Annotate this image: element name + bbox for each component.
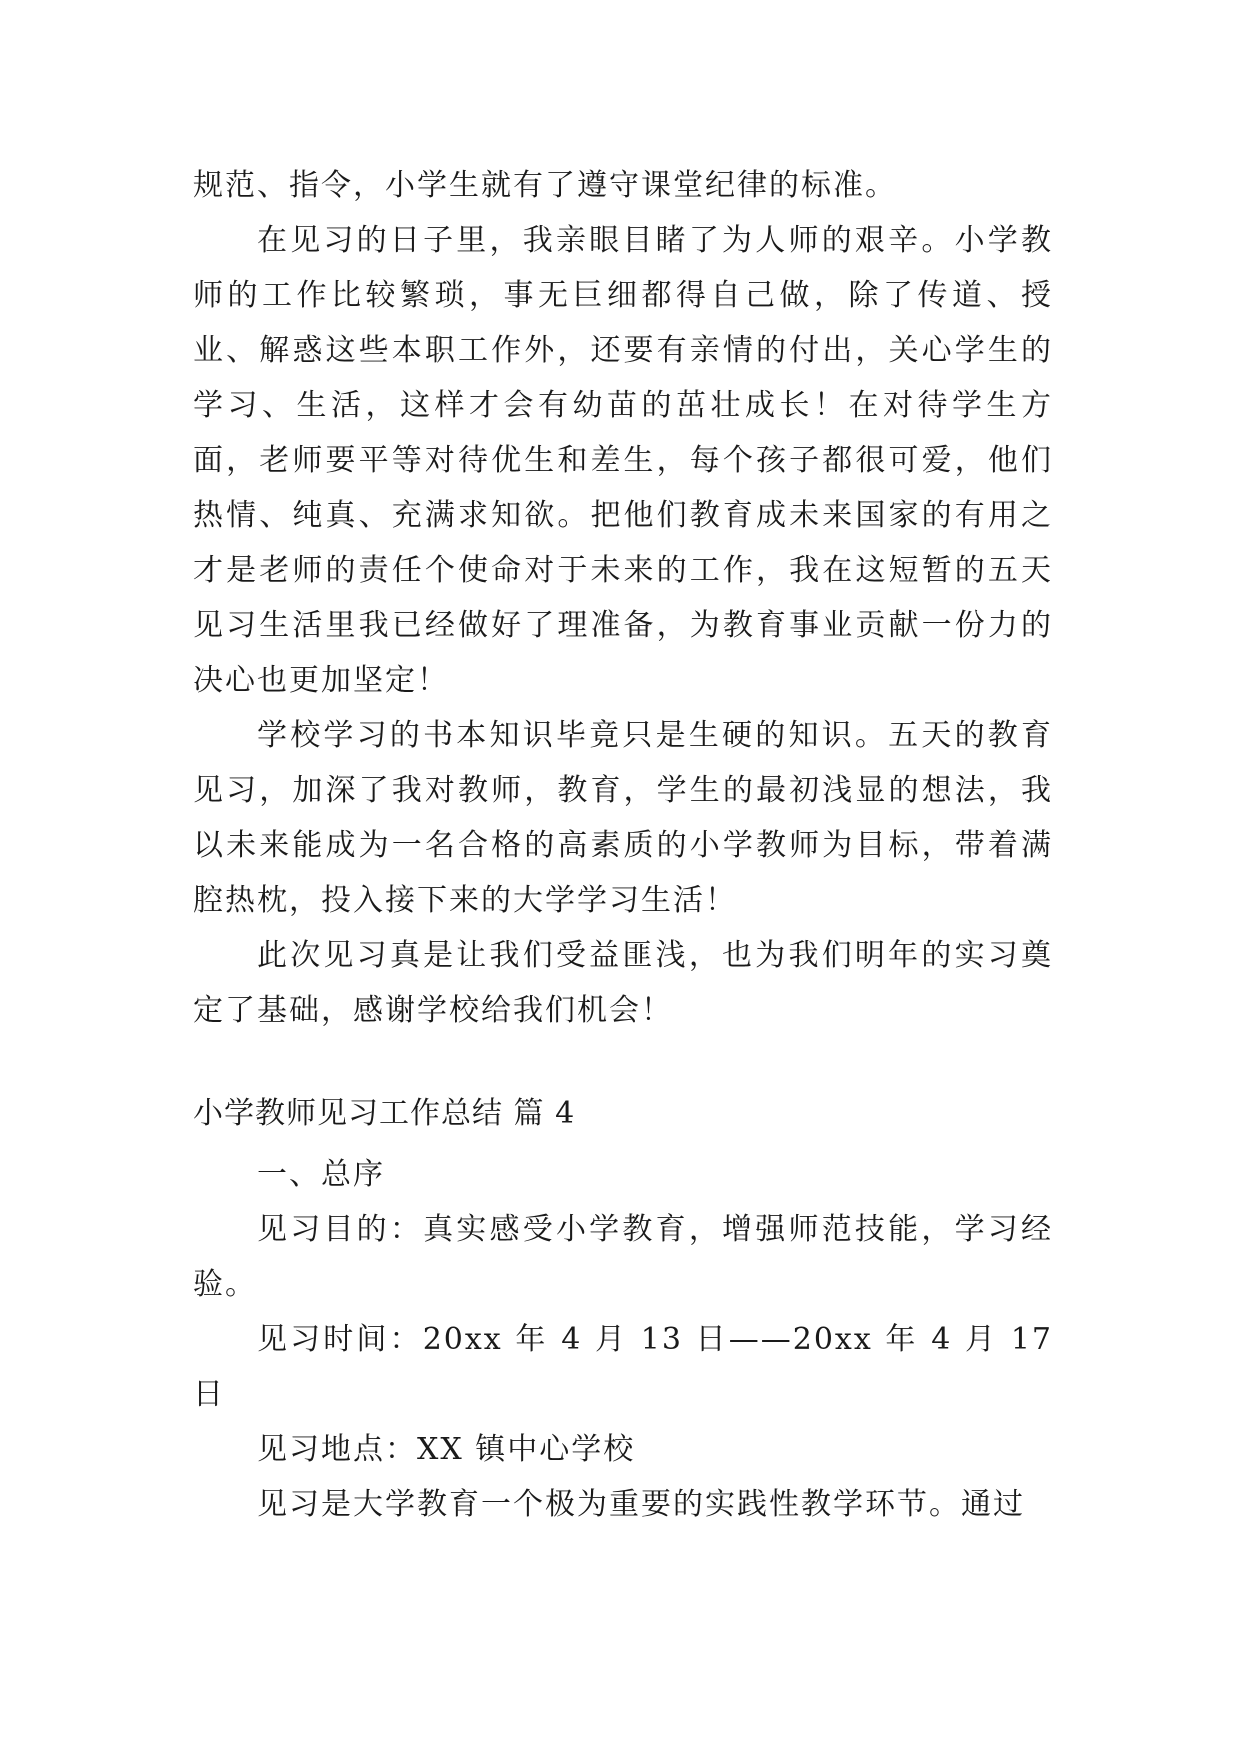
paragraph-time: 见习时间：20xx 年 4 月 13 日——20xx 年 4 月 17 日	[193, 1322, 1053, 1412]
paragraph-teacher-hardship: 在见习的日子里，我亲眼目睹了为人师的艰辛。小学教师的工作比较繁琐，事无巨细都得自己做，除了传道、授业、解惑这些本职工作外，还要有亲情的付出，关心学生的学习、生活，这样才会有幼苗的茁壮成长！在对待学生方面，老师要平等对待优生和差生，每个孩子都很可爱，他们热情、纯真、充满求知欲。把他们教育成未来国家的有用之才是老师的责任个使命对于未来的工作，我在这短暂的五天见习生活里我已经做好了理准备，为教育事业贡献一份力的决心也更加坚定！	[193, 223, 1053, 698]
document-body	[193, 158, 1053, 1532]
paragraph-book-knowledge: 学校学习的书本知识毕竟只是生硬的知识。五天的教育见习，加深了我对教师，教育，学生的最初浅显的想法，我以未来能成为一名合格的高素质的小学教师为目标，带着满腔热枕，投入接下来的大学学习生活！	[193, 718, 1053, 918]
paragraph-purpose: 见习目的：真实感受小学教育，增强师范技能，学习经验。	[193, 1212, 1053, 1302]
paragraph-practice-intro: 见习是大学教育一个极为重要的实践性教学环节。通过	[257, 1487, 1025, 1522]
paragraph-location: 见习地点：XX 镇中心学校	[257, 1432, 636, 1467]
paragraph-gratitude: 此次见习真是让我们受益匪浅，也为我们明年的实习奠定了基础，感谢学校给我们机会！	[193, 938, 1053, 1028]
paragraph-continuation: 规范、指令，小学生就有了遵守课堂纪律的标准。	[193, 168, 897, 203]
subsection-title-overview: 一、总序	[257, 1157, 385, 1192]
section-heading: 小学教师见习工作总结 篇 4	[193, 1096, 576, 1131]
